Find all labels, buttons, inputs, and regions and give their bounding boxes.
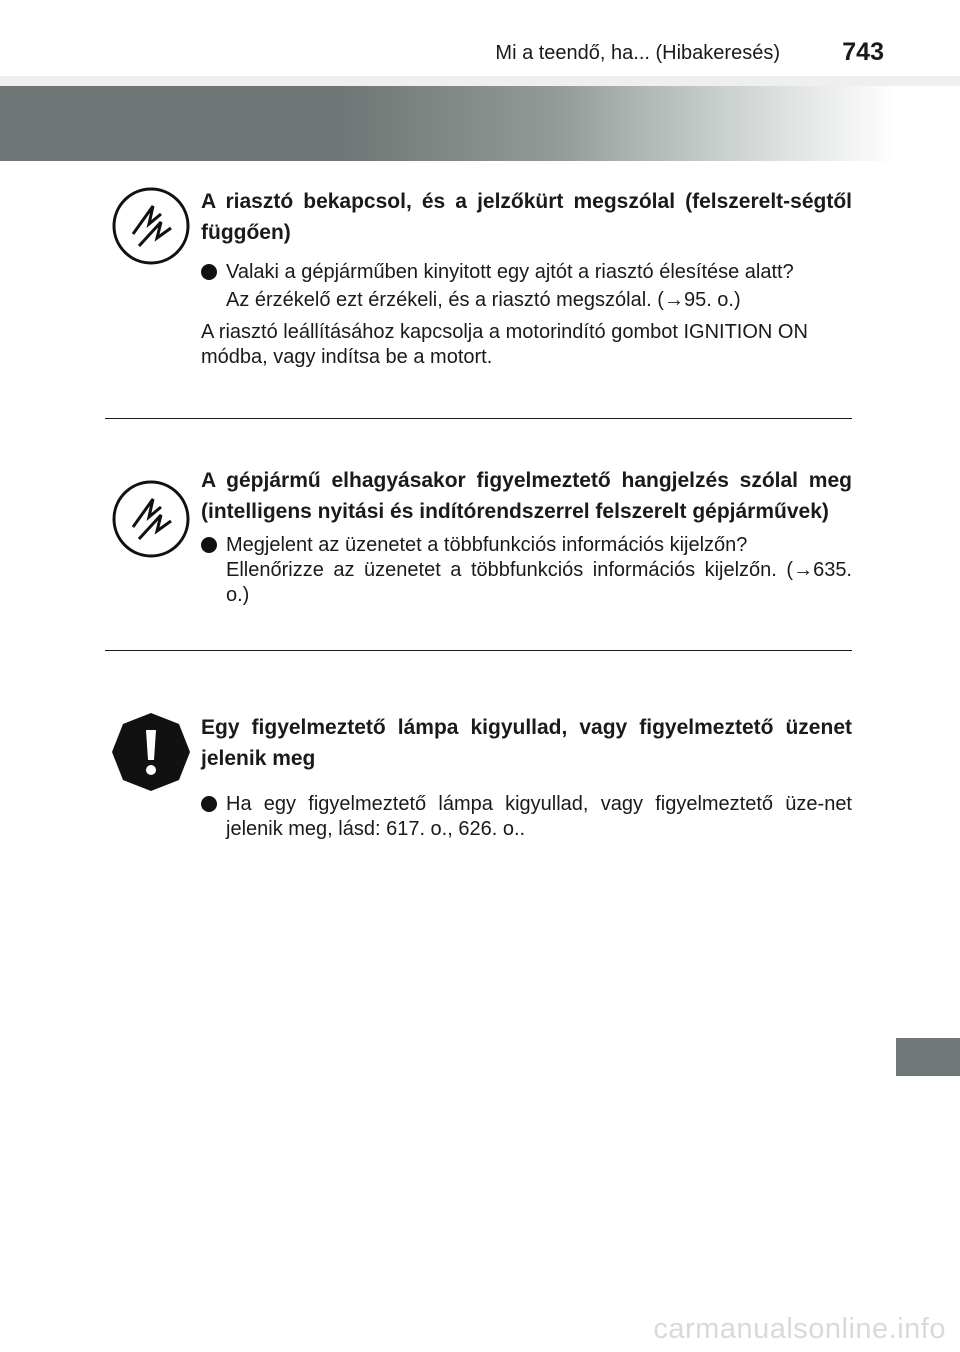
horn-sound-icon [111, 186, 191, 266]
section-banner [0, 86, 900, 161]
section-title: A riasztó bekapcsol, és a jelzőkürt megszólal (felszerelt-ségtől függően) [201, 190, 852, 244]
chapter-side-tab [896, 1038, 960, 1076]
header-area [0, 0, 960, 76]
header-divider [0, 76, 960, 86]
section-divider [105, 418, 852, 419]
bullet-text: Ellenőrizze az üzenetet a többfunkciós információs kijelzőn. (→635. o.) [226, 559, 852, 606]
bullet-dot [201, 264, 217, 280]
horn-sound-icon [111, 479, 191, 559]
bullet-item [201, 533, 852, 608]
bullet-item [201, 792, 852, 842]
watermark: carmanualsonline.info [653, 1313, 946, 1345]
section-note: A riasztó leállításához kapcsolja a motorindító gombot IGNITION ON módba, vagy indítsa be a motort. [201, 321, 808, 368]
bullet-text: Az érzékelő ezt érzékeli, és a riasztó megszólal. (→95. o.) [226, 289, 741, 311]
chapter-title: Mi a teendő, ha... (Hibakeresés) [495, 42, 780, 64]
bullet-dot [201, 796, 217, 812]
section-divider [105, 650, 852, 651]
section-warning-light [105, 712, 852, 842]
bullet-item [201, 260, 852, 313]
section-alarm-horn [105, 186, 852, 370]
warning-exclamation-icon [111, 712, 191, 792]
page-number: 743 [842, 38, 884, 66]
bullet-text: Valaki a gépjárműben kinyitott egy ajtót a riasztó élesítése alatt? [226, 261, 794, 283]
bullet-text: Ha egy figyelmeztető lámpa kigyullad, vagy figyelmeztető üze-net jelenik meg, lásd: 617. o., 626. o.. [226, 793, 852, 840]
bullet-dot [201, 537, 217, 553]
section-leaving-vehicle-buzzer [105, 465, 852, 608]
bullet-text: Megjelent az üzenetet a többfunkciós információs kijelzőn? [226, 534, 748, 556]
section-title: Egy figyelmeztető lámpa kigyullad, vagy figyelmeztető üzenet jelenik meg [201, 716, 852, 770]
section-title: A gépjármű elhagyásakor figyelmeztető hangjelzés szólal meg (intelligens nyitási és indítórendszerrel felszerelt gépjárművek) [201, 469, 852, 523]
